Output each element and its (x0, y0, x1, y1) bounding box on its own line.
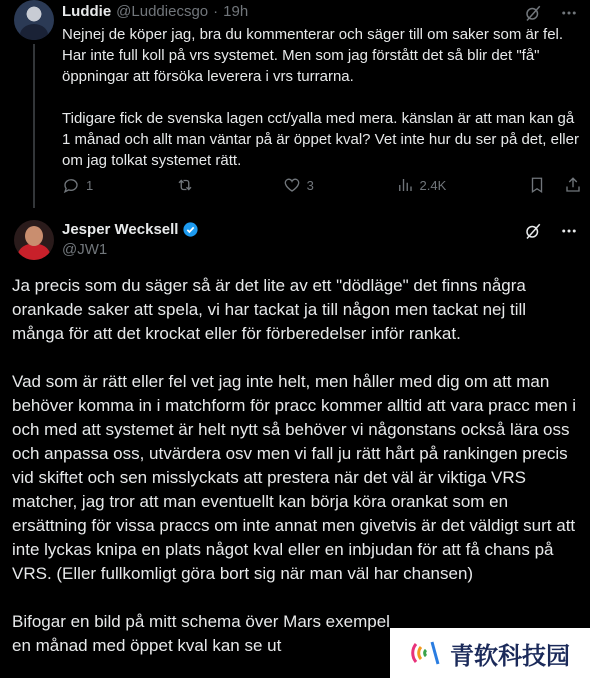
reply-header (62, 3, 248, 20)
tweet-text: Ja precis som du säger så är det lite av ett "dödläge" det finns några orankade saker att spela, vi har tackat ja till någon men tackat nej till många för att det krockat eller för förberedelser inför rankat. Vad som är rätt eller fel vet jag inte helt, men håller med dig om att man behöver komma in i matchform för pracc kommer alltid att vara pracc men i och med att systemet är helt nytt så behöver vi någonstans också lära oss och anpassa oss, utvärdera osv men vi fall ju rätt hårt på rankingen precis vid skiftet och sen misslyckats att prestera när det väl är viktiga VRS matcher, jag tror att man eventuellt kan börja köra orankat som en ersättning för vissa praccs om inte annat men givetvis är det väldigt surt att inte lyckas knipa en plats något kval eller en inbjudan för att få chans på VRS. (Eller fullkomligt göra bort sig när man väl har chansen) Bifogar en bild på mitt schema över Mars exempel en månad med öppet kval kan se ut (12, 276, 577, 655)
watermark-logo (390, 628, 590, 678)
retweet-button[interactable] (175, 176, 201, 194)
author-name[interactable]: Jesper Wecksell (62, 221, 179, 238)
views-count: 2.4K (419, 177, 447, 193)
author-handle[interactable]: @JW1 (62, 241, 108, 258)
main-top-icons (524, 222, 578, 240)
reply-text: Nejnej de köper jag, bra du kommenterar och säger till om saker som är fel. Har inte full koll på vrs systemet. Men som jag förstått det så blir det "få" öppningar att försöka leverera i vrs turrarna. Tidigare fick de svenska lagen cct/yalla med mera. känslan är att man kan gå 1 månad och allt man väntar på är öppet kval? Vet inte hur du ser på det, eller om jag tolkat systemet rätt. (62, 26, 579, 169)
reply-icon (62, 176, 80, 194)
avatar[interactable] (14, 220, 54, 260)
reply-count: 1 (86, 177, 94, 193)
like-count: 3 (306, 177, 314, 193)
share-icon[interactable] (564, 176, 582, 194)
reply-tweet[interactable] (0, 0, 590, 208)
views-icon (396, 176, 414, 194)
grok-icon[interactable] (524, 4, 542, 22)
save-share-group (528, 176, 582, 194)
watermark-text: 青软科技园 (450, 641, 570, 670)
grok-icon[interactable] (524, 222, 542, 240)
retweet-icon (175, 176, 195, 194)
watermark-icon (410, 636, 444, 670)
bookmark-icon[interactable] (528, 176, 546, 194)
author-name[interactable]: Luddie (62, 3, 112, 20)
action-bar (62, 176, 582, 194)
more-icon[interactable] (560, 222, 578, 240)
reply-top-icons (524, 4, 578, 22)
separator: · (213, 3, 219, 20)
author-handle[interactable]: @Luddiecsgo (116, 3, 209, 20)
verified-badge-icon (182, 221, 199, 238)
like-button[interactable] (283, 176, 314, 194)
views-button[interactable] (396, 176, 447, 194)
author-name-row (62, 221, 199, 238)
like-icon (283, 176, 301, 194)
reply-button[interactable] (62, 176, 93, 194)
avatar[interactable] (14, 0, 54, 40)
more-icon[interactable] (560, 4, 578, 22)
timestamp[interactable]: 19h (223, 3, 249, 20)
thread-line (33, 44, 35, 208)
